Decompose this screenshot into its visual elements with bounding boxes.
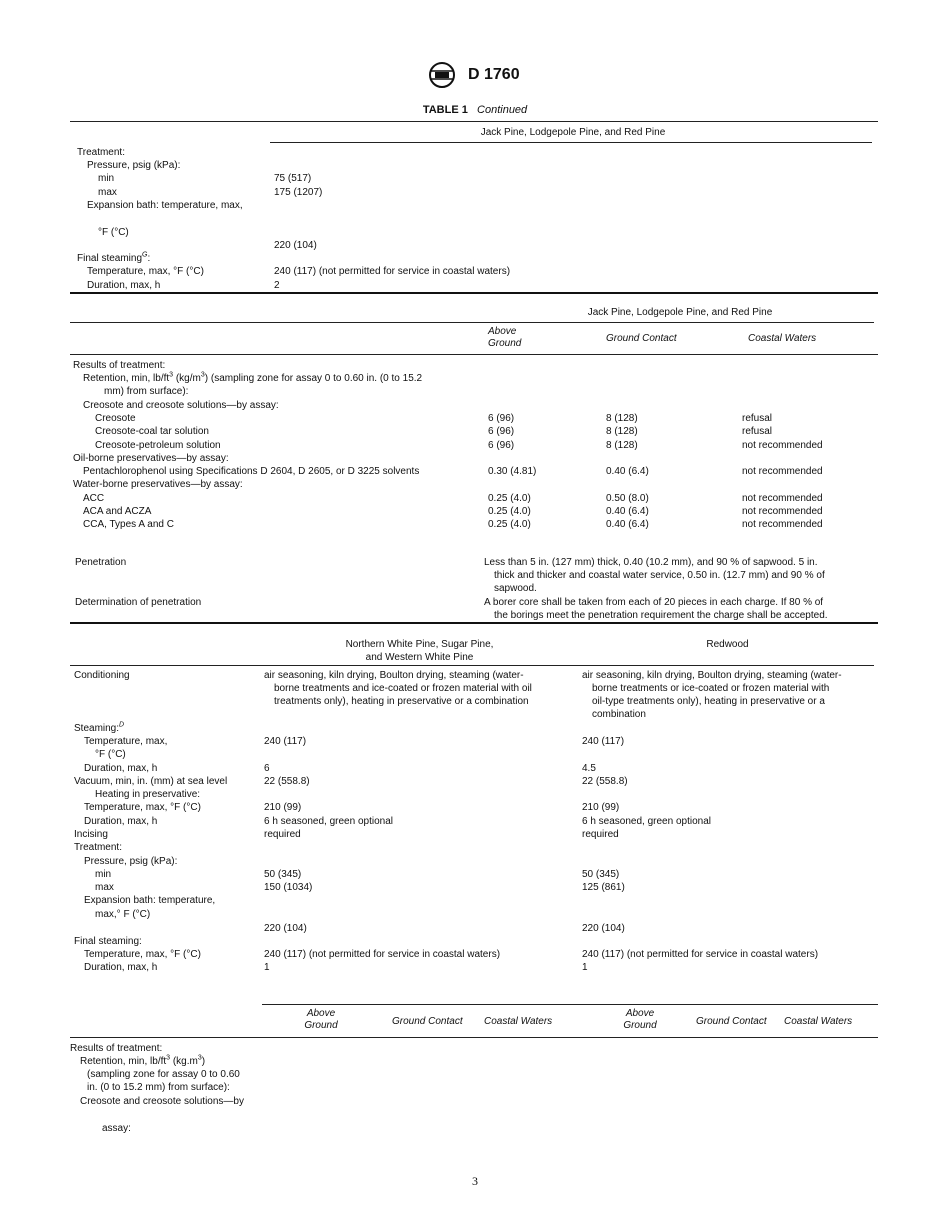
s2-cell-above-ground: 6 (96) <box>488 440 515 451</box>
s3-cell-redwood: 50 (345) <box>582 869 620 880</box>
s3-cell-pines: 22 (558.8) <box>264 776 310 787</box>
s4-subhead-coastal-waters-2: Coastal Waters <box>784 1016 853 1027</box>
s1-row-label: Pressure, psig (kPa): <box>87 160 181 171</box>
table-rule <box>70 1037 878 1038</box>
s2-cell-coastal-waters: not recommended <box>742 506 823 517</box>
s4-line-retention <box>80 1055 205 1068</box>
s1-row-value: 240 (117) (not permitted for service in coastal waters) <box>274 266 511 277</box>
conditioning-left-line: air seasoning, kiln drying, Boulton drying, steaming (water- <box>264 670 524 681</box>
s3-cell-redwood: 6 h seasoned, green optional <box>582 816 711 827</box>
s2-row-label: Water-borne preservatives—by assay: <box>73 479 243 490</box>
s2-cell-coastal-waters: refusal <box>742 426 773 437</box>
s2-cell-above-ground: 0.25 (4.0) <box>488 506 531 517</box>
s1-row-value: 75 (517) <box>274 173 312 184</box>
s1-row-label <box>77 252 150 265</box>
s3-row-label: Expansion bath: temperature, <box>84 895 216 906</box>
table-status: Continued <box>477 104 528 116</box>
document-number: D 1760 <box>468 66 520 83</box>
determination-label: Determination of penetration <box>75 597 202 608</box>
footnote-ref: D <box>119 721 125 729</box>
table-rule <box>270 142 872 143</box>
s4-subhead-above-ground-2: Above Ground <box>623 1008 657 1031</box>
conditioning-right-line: combination <box>592 709 646 720</box>
s3-cell-pines: 240 (117) <box>264 736 307 747</box>
s1-row-label: Treatment: <box>77 147 125 158</box>
footnote-ref: G <box>142 251 148 259</box>
s4-subhead-coastal-waters: Coastal Waters <box>484 1016 553 1027</box>
s2-cell-ground-contact: 8 (128) <box>606 413 638 424</box>
row-label-suffix: : <box>147 253 151 264</box>
s1-row-value: 175 (1207) <box>274 187 323 198</box>
s4-line-zone: (sampling zone for assay 0 to 0.60 <box>87 1069 240 1080</box>
s1-row-value: 2 <box>274 280 280 291</box>
s2-cell-coastal-waters: not recommended <box>742 440 823 451</box>
astm-logo-icon <box>427 61 457 89</box>
s2-cell-ground-contact: 0.40 (6.4) <box>606 519 649 530</box>
s2-cell-ground-contact: 0.40 (6.4) <box>606 506 649 517</box>
superscript: 3 <box>166 1054 171 1062</box>
s3-cell-pines: 6 <box>264 763 270 774</box>
conditioning-label: Conditioning <box>74 670 130 681</box>
table-rule <box>70 121 878 122</box>
penetration-label: Penetration <box>75 557 127 568</box>
s4-subhead-ground-contact-2: Ground Contact <box>696 1016 767 1027</box>
s1-row-label: Temperature, max, °F (°C) <box>87 266 204 277</box>
table-label: TABLE 1 <box>422 104 468 116</box>
s2-cell-ground-contact: 8 (128) <box>606 426 638 437</box>
steaming-label <box>74 722 124 735</box>
conditioning-right-line: borne treatments or ice-coated or frozen material with <box>592 683 830 694</box>
s3-row-label: Duration, max, h <box>84 763 158 774</box>
table-rule <box>262 1004 878 1005</box>
s3-cell-redwood: 220 (104) <box>582 923 625 934</box>
s3-row-label: Pressure, psig (kPa): <box>84 856 178 867</box>
s1-row-label: Expansion bath: temperature, max, <box>87 200 243 211</box>
s3-cell-redwood: 125 (861) <box>582 882 625 893</box>
s2-row-label: Pentachlorophenol using Specifications D 2604, D 2605, or D 3225 solvents <box>83 466 420 477</box>
s2-row-label: Creosote-petroleum solution <box>95 440 221 451</box>
s3-cell-pines: 210 (99) <box>264 802 302 813</box>
s1-column-heading: Jack Pine, Lodgepole Pine, and Red Pine <box>480 127 666 138</box>
conditioning-left-line: treatments only), heating in preservative or a combination <box>274 696 529 707</box>
s4-line-surface: in. (0 to 15.2 mm) from surface): <box>87 1082 230 1093</box>
s3-row-label: max,° F (°C) <box>95 909 151 920</box>
table-rule <box>70 622 878 624</box>
s3-cell-pines: 1 <box>264 962 270 973</box>
superscript: 3 <box>169 371 174 379</box>
page-number: 3 <box>472 1174 478 1188</box>
s2-row-label: ACC <box>83 493 105 504</box>
s3-row-label: °F (°C) <box>95 749 126 760</box>
s3-cell-pines: required <box>264 829 301 840</box>
s1-row-value: 220 (104) <box>274 240 317 251</box>
s3-row-label: max <box>95 882 114 893</box>
table-rule <box>70 665 874 666</box>
s2-subhead-coastal-waters: Coastal Waters <box>748 333 817 344</box>
determination-line: the borings meet the penetration requirement the charge shall be accepted. <box>494 610 828 621</box>
s2-subhead-ground-contact: Ground Contact <box>606 333 677 344</box>
s3-heading-pines-line: Northern White Pine, Sugar Pine, <box>345 639 494 650</box>
s3-row-label: Temperature, max, °F (°C) <box>84 802 201 813</box>
s2-cell-above-ground: 0.25 (4.0) <box>488 519 531 530</box>
s2-row-label: ACA and ACZA <box>83 506 152 517</box>
s3-cell-redwood: 22 (558.8) <box>582 776 628 787</box>
s3-cell-redwood: 240 (117) <box>582 736 625 747</box>
s2-row-label: CCA, Types A and C <box>83 519 174 530</box>
s3-cell-pines: 50 (345) <box>264 869 302 880</box>
s1-row-label: °F (°C) <box>98 227 129 238</box>
s3-row-label: Incising <box>74 829 108 840</box>
s3-cell-pines: 6 h seasoned, green optional <box>264 816 393 827</box>
s3-heading-redwood: Redwood <box>706 639 749 650</box>
retention-unit: (kg.m <box>170 1056 198 1067</box>
s3-row-label: Duration, max, h <box>84 816 158 827</box>
penetration-line: thick and thicker and coastal water service, 0.50 in. (12.7 mm) and 90 % of <box>494 570 825 581</box>
s3-row-label: Temperature, max, <box>84 736 168 747</box>
s3-cell-pines: 150 (1034) <box>264 882 313 893</box>
table-rule <box>70 322 874 323</box>
s3-row-label: Final steaming: <box>74 936 142 947</box>
s4-subhead-ground-contact: Ground Contact <box>392 1016 463 1027</box>
s2-row-label: Oil-borne preservatives—by assay: <box>73 453 229 464</box>
retention-text: Retention, min, lb/ft <box>80 1056 167 1067</box>
s2-row-label: Creosote-coal tar solution <box>95 426 209 437</box>
s3-row-label: min <box>95 869 112 880</box>
s1-row-label: Duration, max, h <box>87 280 161 291</box>
s1-row-label: min <box>98 173 115 184</box>
s2-cell-coastal-waters: refusal <box>742 413 773 424</box>
s3-row-label: Duration, max, h <box>84 962 158 973</box>
s2-cell-above-ground: 6 (96) <box>488 426 515 437</box>
s2-cell-coastal-waters: not recommended <box>742 519 823 530</box>
determination-line: A borer core shall be taken from each of 20 pieces in each charge. If 80 % of <box>484 597 824 608</box>
row-label-unit: (kg/m <box>173 373 201 384</box>
row-label-text: Retention, min, lb/ft <box>83 373 170 384</box>
s2-cell-ground-contact: 8 (128) <box>606 440 638 451</box>
s3-cell-redwood: required <box>582 829 619 840</box>
s3-cell-redwood: 210 (99) <box>582 802 620 813</box>
s2-row-label: Results of treatment: <box>73 360 166 371</box>
s2-cell-above-ground: 0.30 (4.81) <box>488 466 537 477</box>
s3-row-label: Vacuum, min, in. (mm) at sea level <box>74 776 228 787</box>
s3-row-label: Temperature, max, °F (°C) <box>84 949 201 960</box>
s2-cell-coastal-waters: not recommended <box>742 466 823 477</box>
s3-heading-pines-line: and Western White Pine <box>365 652 474 663</box>
penetration-line: sapwood. <box>494 583 537 594</box>
retention-end: ) <box>201 1056 206 1067</box>
row-label-rest: ) (sampling zone for assay 0 to 0.60 in. (0 to 15.2 <box>204 373 423 384</box>
conditioning-left-line: borne treatments and ice-coated or frozen material with oil <box>274 683 532 694</box>
s1-row-label: max <box>98 187 117 198</box>
table-rule <box>70 354 878 355</box>
steaming-label-text: Steaming: <box>74 723 120 734</box>
conditioning-right-line: oil-type treatments only), heating in preservative or a <box>592 696 825 707</box>
superscript: 3 <box>197 1054 202 1062</box>
superscript: 3 <box>200 371 205 379</box>
s2-cell-ground-contact: 0.40 (6.4) <box>606 466 649 477</box>
s2-row-label: mm) from surface): <box>104 386 189 397</box>
table-caption <box>0 104 950 116</box>
s2-row-label <box>83 372 422 385</box>
conditioning-right-line: air seasoning, kiln drying, Boulton drying, steaming (water- <box>582 670 842 681</box>
subhead-text: Above Ground <box>488 326 522 349</box>
row-label-text: Final steaming <box>77 253 143 264</box>
s4-subhead-above-ground: Above Ground <box>304 1008 338 1031</box>
s3-cell-redwood: 1 <box>582 962 588 973</box>
s3-cell-redwood: 4.5 <box>582 763 596 774</box>
s4-line-creosote: Creosote and creosote solutions—by <box>80 1096 244 1107</box>
s2-row-label: Creosote and creosote solutions—by assay: <box>83 400 279 411</box>
s3-cell-pines: 220 (104) <box>264 923 307 934</box>
s2-cell-coastal-waters: not recommended <box>742 493 823 504</box>
s3-row-label: Heating in preservative: <box>95 789 201 800</box>
s2-row-label: Creosote <box>95 413 136 424</box>
table-rule <box>70 292 878 294</box>
s4-line-results: Results of treatment: <box>70 1043 163 1054</box>
s3-row-label: Treatment: <box>74 842 122 853</box>
s2-cell-above-ground: 0.25 (4.0) <box>488 493 531 504</box>
s2-cell-above-ground: 6 (96) <box>488 413 515 424</box>
s2-group-heading: Jack Pine, Lodgepole Pine, and Red Pine <box>587 307 773 318</box>
s3-cell-pines: 240 (117) (not permitted for service in coastal waters) <box>264 949 501 960</box>
s3-cell-redwood: 240 (117) (not permitted for service in coastal waters) <box>582 949 819 960</box>
s4-line-assay: assay: <box>102 1123 131 1134</box>
s2-subhead-above-ground <box>488 326 538 350</box>
penetration-line: Less than 5 in. (127 mm) thick, 0.40 (10.2 mm), and 90 % of sapwood. 5 in. <box>484 557 818 568</box>
s2-cell-ground-contact: 0.50 (8.0) <box>606 493 649 504</box>
